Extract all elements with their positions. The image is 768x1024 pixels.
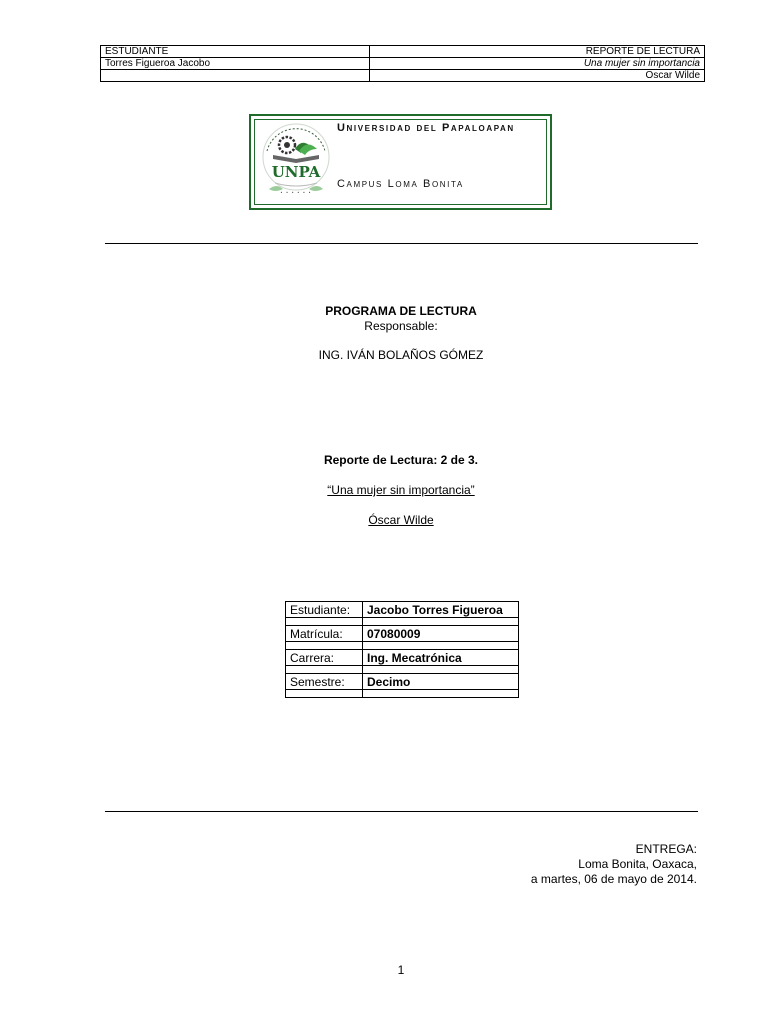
unpa-emblem-icon (259, 121, 333, 197)
author-wrap (0, 513, 768, 527)
program-title: PROGRAMA DE LECTURA (325, 304, 477, 318)
logo-acronym: UNPA (271, 163, 321, 181)
row-label: Semestre: (286, 674, 363, 690)
bottom-divider (105, 811, 698, 812)
responsible-name: ING. IVÁN BOLAÑOS GÓMEZ (318, 348, 484, 362)
student-info-table (285, 601, 519, 698)
header-empty-cell (101, 70, 370, 82)
row-label: Carrera: (286, 650, 363, 666)
row-value: Jacobo Torres Figueroa (363, 602, 519, 618)
campus-name: Campus Loma Bonita (337, 178, 464, 190)
book-author: Óscar Wilde (368, 513, 434, 527)
responsible-label: Responsable: (364, 319, 438, 333)
book-title: “Una mujer sin importancia” (327, 483, 475, 497)
row-label: Matrícula: (286, 626, 363, 642)
header-row (101, 46, 705, 58)
table-spacer-row (286, 666, 519, 674)
page-number: 1 (397, 963, 405, 977)
header-row (101, 70, 705, 82)
table-spacer-row (286, 642, 519, 650)
top-divider (105, 243, 698, 244)
table-spacer-row (286, 618, 519, 626)
row-value: 07080009 (363, 626, 519, 642)
university-logo-box (249, 114, 552, 210)
header-table (100, 45, 705, 82)
row-value: Ing. Mecatrónica (363, 650, 519, 666)
report-heading: Reporte de Lectura: 2 de 3. (323, 453, 479, 467)
delivery-block (531, 842, 697, 887)
table-row (286, 626, 519, 642)
header-row (101, 58, 705, 70)
book-title-wrap (0, 483, 768, 497)
table-row (286, 602, 519, 618)
header-book-author: Oscar Wilde (370, 70, 705, 82)
header-book-title: Una mujer sin importancia (370, 58, 705, 70)
table-row (286, 650, 519, 666)
row-value: Decimo (363, 674, 519, 690)
header-student-name: Torres Figueroa Jacobo (101, 58, 370, 70)
row-label: Estudiante: (286, 602, 363, 618)
delivery-date: a martes, 06 de mayo de 2014. (530, 872, 697, 886)
header-student-label: ESTUDIANTE (101, 46, 370, 58)
university-name: Universidad del Papaloapan (337, 122, 515, 134)
svg-text:• • • • • •: • • • • • • (280, 190, 312, 195)
delivery-place: Loma Bonita, Oaxaca, (578, 857, 697, 871)
header-report-label: REPORTE DE LECTURA (370, 46, 705, 58)
table-row (286, 674, 519, 690)
delivery-label: ENTREGA: (635, 842, 697, 856)
table-spacer-row (286, 690, 519, 698)
